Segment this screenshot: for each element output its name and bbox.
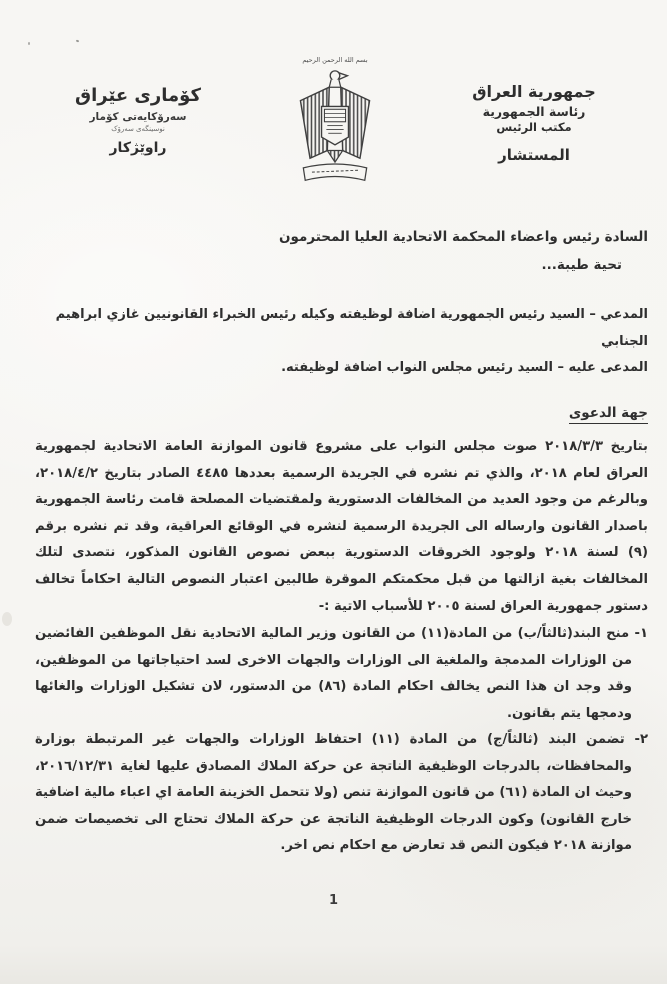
case-heading-text: جهة الدعوى	[569, 405, 648, 424]
case-section-heading	[35, 405, 648, 421]
scan-smudge	[2, 612, 12, 626]
page-number: 1	[328, 893, 339, 908]
scan-speck	[76, 40, 80, 43]
addressee-line: السادة رئيس واعضاء المحكمة الاتحادية العليا المحترمون	[279, 229, 648, 245]
arabic-presidency-line: رئاسة الجمهورية	[482, 104, 586, 120]
defendant-line: المدعى عليه – السيد رئيس مجلس النواب اضافة لوظيفته.	[281, 360, 648, 375]
greeting-line: تحية طيبة...	[541, 257, 622, 273]
case-intro-paragraph: بتاريخ ٢٠١٨/٣/٣ صوت مجلس النواب على مشروع قانون الموازنة العامة الاتحادية لجمهورية العراق لعام ٢٠١٨، والذي تم نشره في الجريدة الرسمية بعددها ٤٤٨٥ الصادر بتاريخ ٢٠١٨/٤/٢، وبالرغم من وجود العديد من المخالفات الدستورية ولمقتضيات المصلحة قامت رئاسة الجمهورية باصدار القانون وارساله الى الجريدة الرسمية لنشره في الوقائع العراقية، وقد تم نشره برقم (٩) لسنة ٢٠١٨ ولوجود الخروقات الدستورية ببعض نصوص القانون المذكور، نتصدى لتلك المخالفات بغية ازالتها من قبل محكمتكم الموقرة طالبين اعتبار النصوص التالية احكاماً تخالف دستور جمهورية العراق لسنة ٢٠٠٥ للأسباب الاتية :-	[35, 439, 648, 614]
kurdish-letterhead	[48, 86, 228, 156]
arabic-republic-title: جمهورية العراق	[472, 82, 596, 101]
case-item-2: ٢- تضمن البند (ثالثاً/ج) من المادة (١١) احتفاظ الوزارات والجهات غير المرتبطة بوزارة والمحافظات، بالدرجات الوظيفية الناتجة عن حركة الملاك المصادق عليها لغاية ٢٠١٦/١٢/٣١، وحيث ان المادة (٦١) من قانون الموازنة تنص (ولا تتحمل الخزينة العامة اي اعباء مالية اضافية خارج القانون) وكون الدرجات الوظيفية الناتجة عن حركة الملاك تحتاج الى تخصيصات ضمن موازنة ٢٠١٨ فيكون النص قد تعارض مع احكام نص اخر.	[35, 732, 648, 853]
eagle-head	[330, 71, 340, 81]
scan-speck	[28, 42, 30, 45]
parties-block	[35, 302, 648, 382]
arabic-advisor-line: المستشار	[498, 145, 570, 164]
case-item-1: ١- منح البند(ثالثاً/ب) من المادة(١١) من القانون وزير المالية الاتحادية نقل الموظفين الفائضين من الوزارات المدمجة والملغية الى الوزارات والجهات الاخرى لسد احتياجاتها من الموظفين، وقد وجد ان هذا النص يخالف احكام المادة (٨٦) من الدستور، لان تشكيل الوزارات والغائها ودمجها يتم بقانون.	[35, 626, 648, 721]
eagle-neck	[329, 80, 341, 88]
kurdish-office-line: نوسینگەی سەرۆک	[111, 124, 165, 133]
kurdish-presidency-line: سەرۆکایەتی کۆمار	[89, 110, 187, 123]
plaintiff-line: المدعي – السيد رئيس الجمهورية اضافة لوظيفته وكيله رئيس الخبراء القانونيين غازي ابراهيم الجنابي	[55, 307, 648, 349]
eagle-tail	[327, 151, 342, 163]
emblem-block	[276, 56, 394, 193]
iraq-coat-of-arms	[287, 67, 383, 189]
kurdish-advisor-line: راوێژکار	[109, 139, 167, 156]
arabic-letterhead	[420, 82, 648, 164]
arabic-office-line: مكتب الرئيس	[496, 120, 572, 135]
kurdish-republic-title: کۆماری عێراق	[75, 85, 201, 106]
bismillah-text: بسم الله الرحمن الرحيم	[302, 56, 368, 64]
